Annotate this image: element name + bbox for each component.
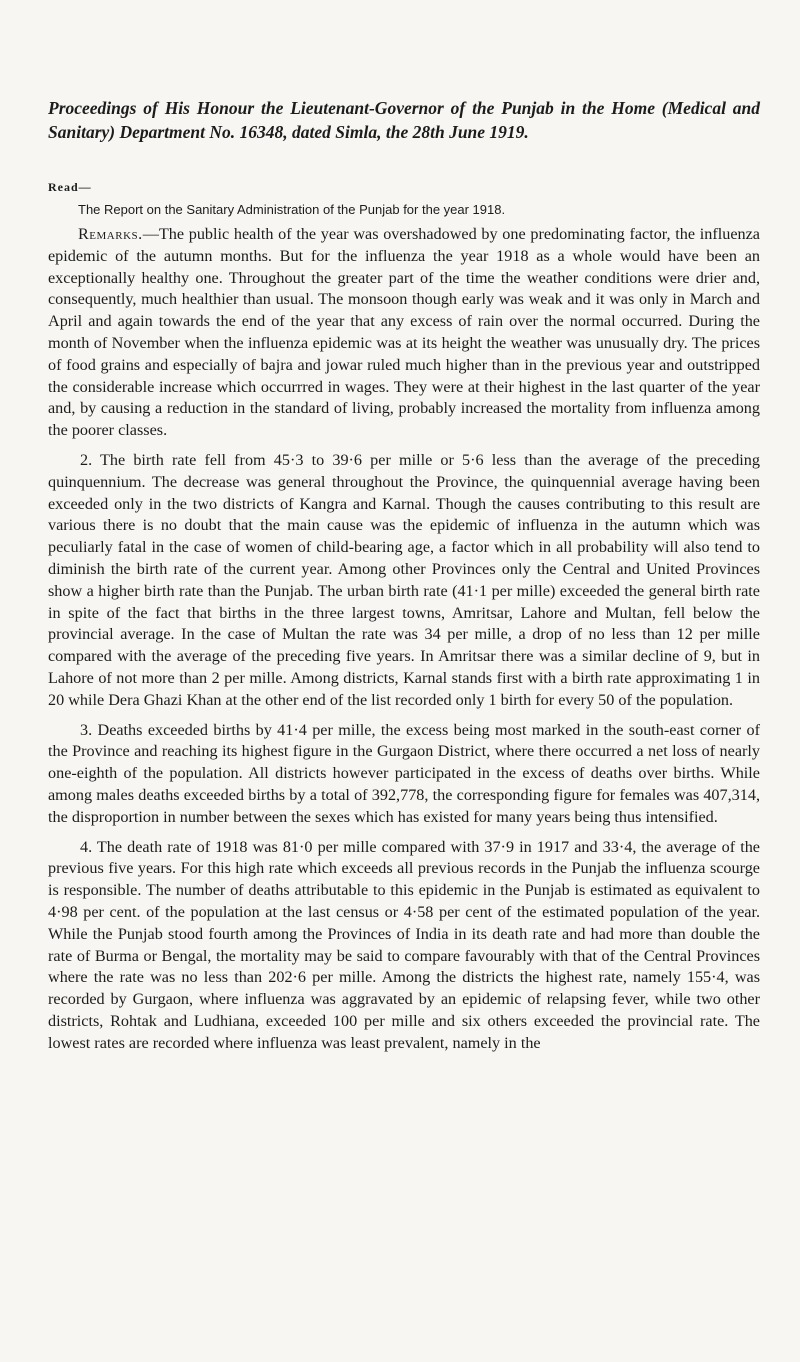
paragraph-deaths-births: 3. Deaths exceeded births by 41·4 per mille, the excess being most marked in the south-east corner of the Province and reaching its highest figure in the Gurgaon District, where there occurred a net loss of nearly one-eighth of the population. All districts however participated in the excess of deaths over births. While among males deaths exceeded births by a total of 392,778, the corresponding figure for females was 407,314, the disproportion in number between the sexes which has existed for many years being thus intensified. — [48, 720, 760, 826]
read-heading: Read— — [48, 180, 92, 194]
paragraph-remarks — [48, 224, 760, 442]
paragraph-death-rate: 4. The death rate of 1918 was 81·0 per mille compared with 37·9 in 1917 and 33·4, the average of the previous five years. For this high rate which exceeds all previous records in the Punjab the influenza scourge is responsible. The number of deaths attributable to this epidemic in the Punjab is estimated as equivalent to 4·98 per cent. of the population at the last census or 4·58 per cent of the estimated population of the year. While the Punjab stood fourth among the Provinces of India in its death rate and had more than double the rate of Burma or Bengal, the mortality may be said to compare favourably with that of the Central Provinces where the rate was no less than 202·6 per mille. Among the districts the highest rate, namely 155·4, was recorded by Gurgaon, where influenza was aggravated by an epidemic of relapsing fever, while two other districts, Rohtak and Ludhiana, exceeded 100 per mille and six others exceeded the provincial rate. The lowest rates are recorded where influenza was least prevalent, namely in the — [48, 837, 760, 1052]
report-reference: The Report on the Sanitary Administration of the Punjab for the year 1918. — [78, 202, 506, 217]
paragraph-remarks-text: —The public health of the year was overshadowed by one predominating factor, the influenza epidemic of the autumn months. But for the influenza the year 1918 as a whole would have been an exceptionally healthy one. Throughout the greater part of the time the weather conditions were drier and, consequently, much healthier than usual. The monsoon though early was weak and it was only in March and April and again towards the end of the year that any excess of rain over the normal occurred. During the month of November when the influenza epidemic was at its height the weather was unusually dry. The prices of food grains and especially of bajra and jowar ruled much higher than in the previous year and outstripped the considerable increase which occurrred in wages. They were at their highest in the last quarter of the year and, by causing a reduction in the standard of living, probably increased the mortality from influenza among the poorer classes. — [48, 225, 760, 440]
paragraph-birth-rate: 2. The birth rate fell from 45·3 to 39·6 per mille or 5·6 less than the average of the preceding quinquennium. The decrease was general throughout the Province, the quinquennial average having been exceeded only in the two districts of Kangra and Karnal. Though the causes contributing to this result are various there is no doubt that the main cause was the epidemic of influenza in the autumn which was peculiarly fatal in the case of women of child-bearing age, a factor which in all probability will also tend to diminish the birth rate of the current year. Among other Provinces only the Central and United Provinces show a higher birth rate than the Punjab. The urban birth rate (41·1 per mille) exceeded the general birth rate in spite of the fact that births in the three largest towns, Amritsar, Lahore and Multan, fell below the provincial average. In the case of Multan the rate was 34 per mille, a drop of no less than 12 per mille compared with the average of the preceding five years. In Amritsar there was a similar decline of 9, but in Lahore of not more than 2 per mille. Among districts, Karnal stands first with a birth rate approximating 1 in 20 while Dera Ghazi Khan at the other end of the list recorded only 1 birth for every 50 of the population. — [48, 450, 760, 709]
document-body — [48, 224, 760, 1062]
remarks-label: Remarks. — [78, 225, 143, 243]
proceedings-title: Proceedings of His Honour the Lieutenant-Governor of the Punjab in the Home (Medical and Sanitary) Department No. 16348, dated Simla, the 28th June 1919. — [48, 98, 760, 142]
